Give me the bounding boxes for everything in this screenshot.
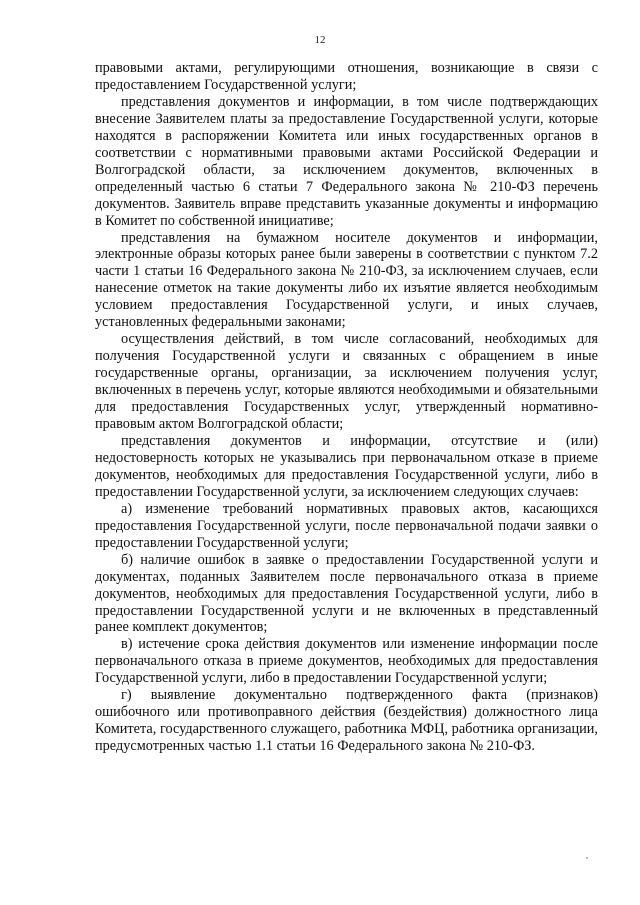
paragraph-unreliable-info: представления документов и информации, отсутствие и (или) недостоверность которых не указывались при первоначальном отказе в приеме документов, необходимых для предоставления Государственной услуги, либо в предоставлении Государственной услуги, за исключением следующих случаев:	[95, 432, 598, 500]
scan-speck	[586, 857, 588, 859]
list-item-v: в) истечение срока действия документов или изменение информации после первоначального отказа в приеме документов, необходимых для предоставления Государственной услуги, либо в предоставлении Государственной услуги;	[95, 636, 598, 687]
paragraph-documents-info: представления документов и информации, в том числе подтверждающих внесение Заявителем платы за предоставление Государственной услуги, которые находятся в распоряжении Комитета или иных государственных органов в соответствии с нормативными правовыми актами Российской Федерации и Волгоградской области, за исключением документов, включенных в определенный частью 6 статьи 7 Федерального закона № 210-ФЗ перечень документов. Заявитель вправе представить указанные документы и информацию в Комитет по собственной инициативе;	[95, 93, 598, 229]
list-item-g: г) выявление документально подтвержденного факта (признаков) ошибочного или противоправного действия (бездействия) должностного лица Комитета, государственного служащего, работника МФЦ, работника организации, предусмотренных частью 1.1 статьи 16 Федерального закона № 210-ФЗ.	[95, 687, 598, 755]
list-item-b: б) наличие ошибок в заявке о предоставлении Государственной услуги и документах, поданных Заявителем после первоначального отказа в приеме документов, необходимых для предоставления Государственной услуги, либо в предоставлении Государственной услуги и не включенных в представленный ранее комплект документов;	[95, 551, 598, 636]
paragraph-actions: осуществления действий, в том числе согласований, необходимых для получения Государственной услуги и связанных с обращением в иные государственные органы, организации, за исключением получения услуг, включенных в перечень услуг, которые являются необходимыми и обязательными для предоставления Государственных услуг, утвержденный нормативно-правовым актом Волгоградской области;	[95, 331, 598, 433]
document-body	[95, 60, 598, 755]
paragraph-continuation: правовыми актами, регулирующими отношения, возникающие в связи с предоставлением Государственной услуги;	[95, 60, 598, 93]
page-number: 12	[314, 34, 326, 46]
paragraph-paper-documents: представления на бумажном носителе документов и информации, электронные образы которых ранее были заверены в соответствии с пунктом 7.2 части 1 статьи 16 Федерального закона № 210-ФЗ, за исключением случаев, если нанесение отметок на такие документы либо их изъятие является необходимым условием предоставления Государственной услуги, и иных случаев, установленных федеральными законами;	[95, 229, 598, 331]
list-item-a: а) изменение требований нормативных правовых актов, касающихся предоставления Государственной услуги, после первоначальной подачи заявки о предоставлении Государственной услуги;	[95, 500, 598, 551]
